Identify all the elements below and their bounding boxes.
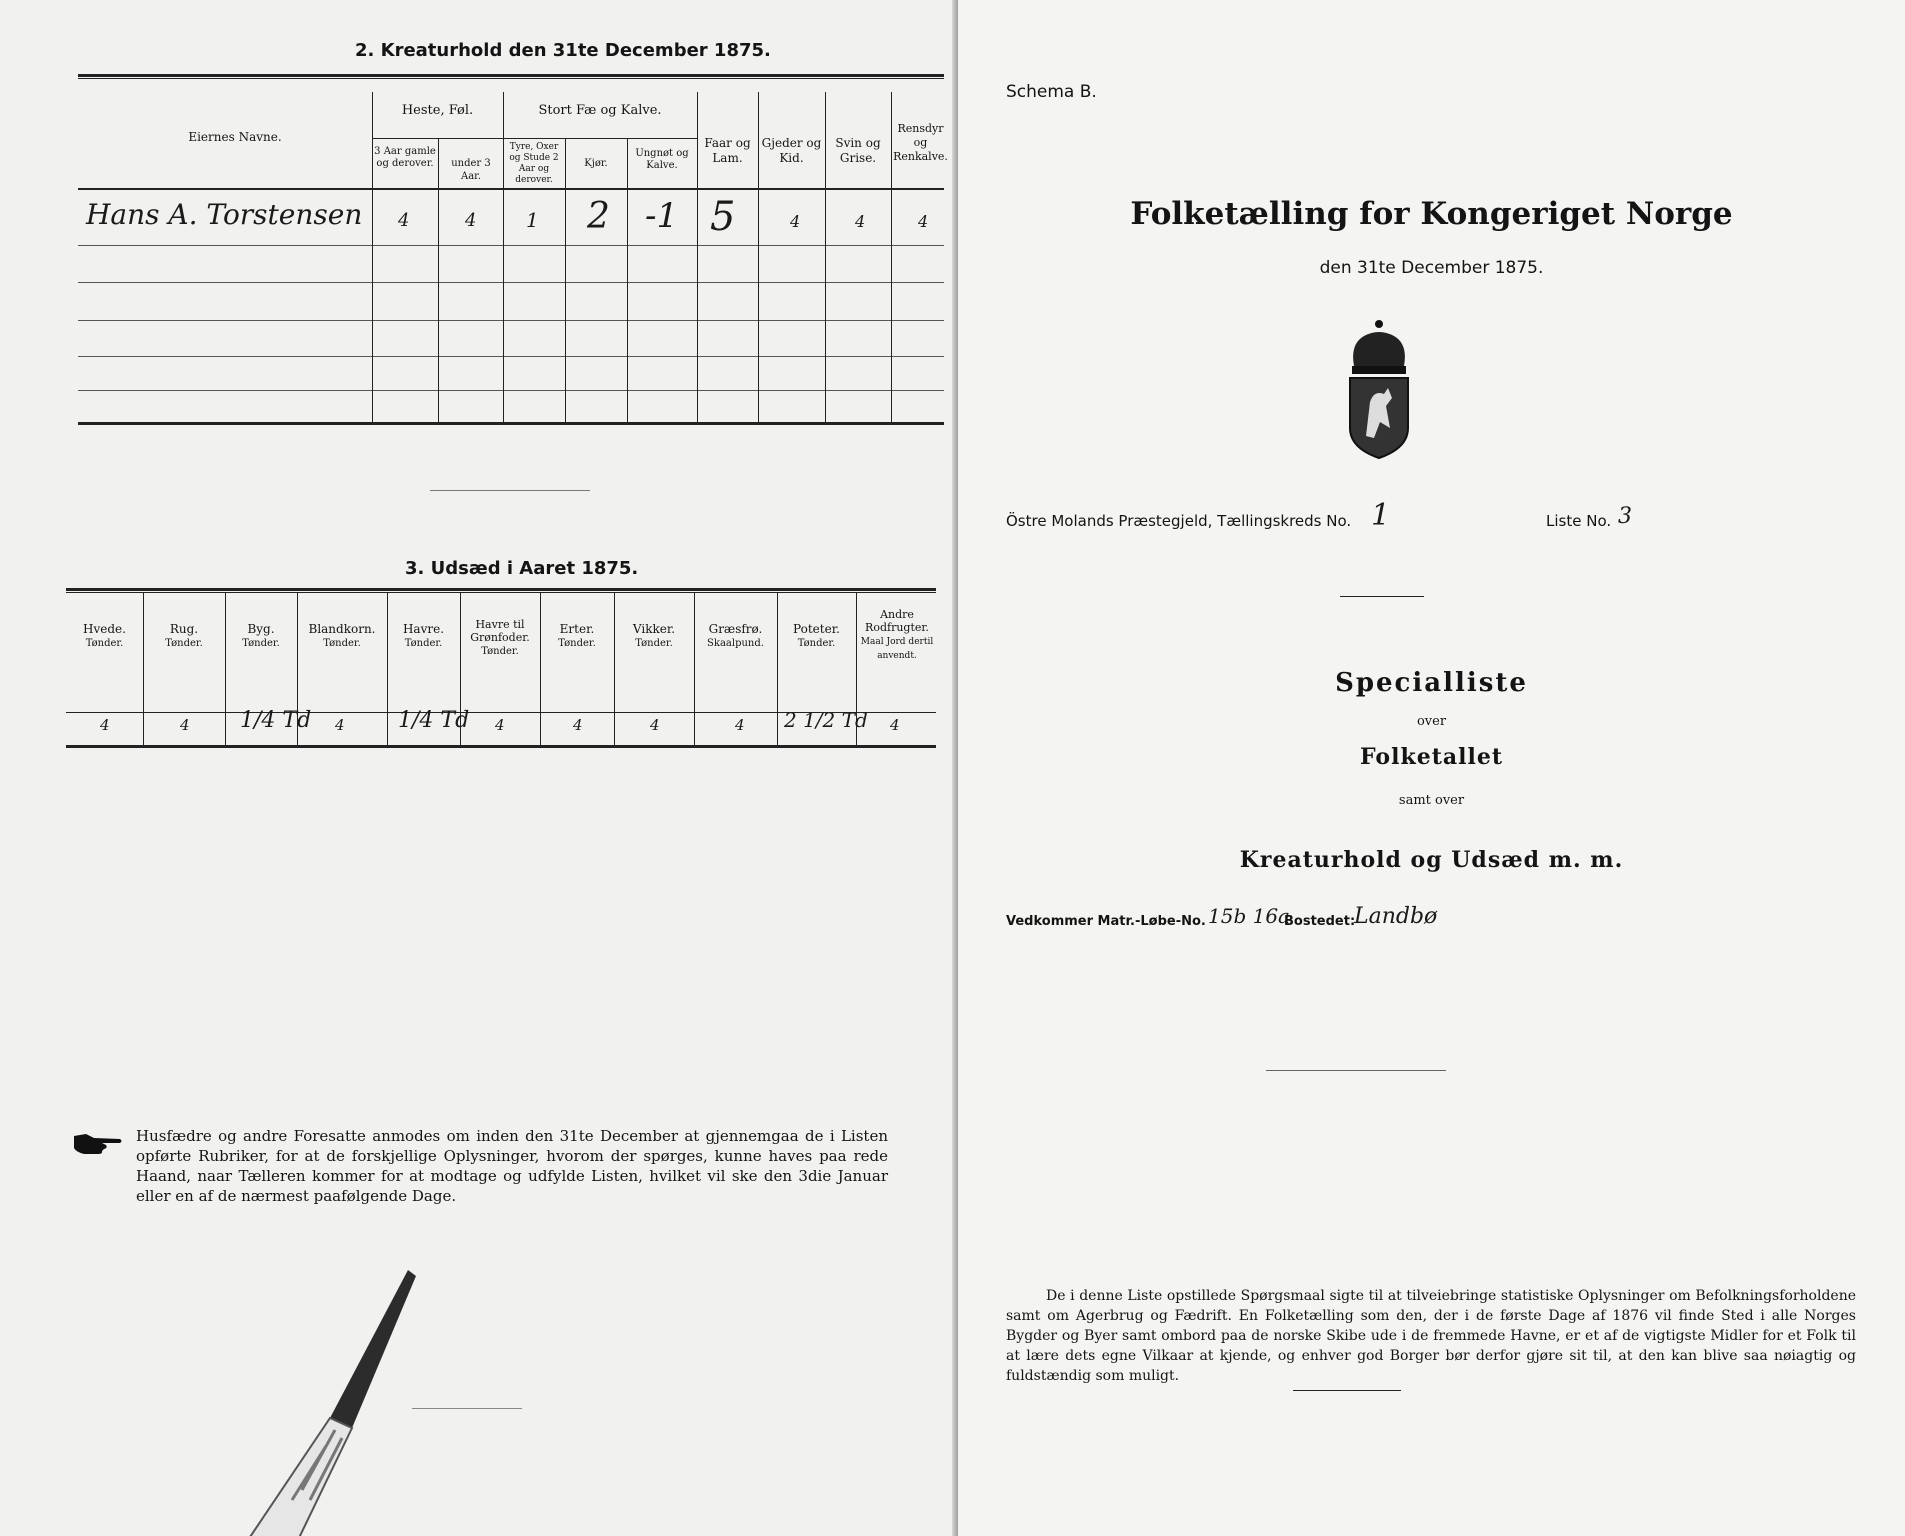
table-rule (614, 592, 615, 745)
table-rule (78, 422, 944, 425)
header-faar: Faar og Lam. (704, 136, 751, 165)
kreaturhold-heading: Kreaturhold og Udsæd m. m. (1239, 847, 1624, 873)
header-tyre: Tyre, Oxer og Stude 2 Aar og derover. (509, 142, 559, 185)
table-cell: 4 (890, 716, 900, 734)
liste-label: Liste No. (1546, 512, 1612, 530)
specialliste-heading: Specialliste (1335, 668, 1528, 698)
table-rule (66, 588, 936, 591)
table-rule (225, 592, 226, 745)
section2-title: 2. Kreaturhold den 31te December 1875. (355, 40, 771, 61)
table-cell: 4 (918, 212, 929, 231)
header-rensdyr: Rensdyr og Renkalve. (893, 122, 948, 163)
table-rule (540, 592, 541, 745)
header-gjeder: Gjeder og Kid. (761, 136, 822, 165)
table-cell: 4 (855, 212, 866, 231)
table-rule (758, 92, 759, 422)
table-rule (697, 92, 698, 422)
table-rule (78, 78, 944, 79)
district-label: Östre Molands Præstegjeld, Tællingskreds No. (1006, 512, 1352, 530)
owner-name: Hans A. Torstensen (86, 198, 363, 231)
table-cell: 4 (335, 716, 345, 734)
divider (412, 1408, 522, 1409)
page-date: den 31te December 1875. (1319, 258, 1544, 278)
pointing-hand-icon (72, 1130, 124, 1156)
header-heste: Heste, Føl. (401, 103, 474, 118)
table-rule (78, 320, 944, 321)
bosted-label: Bostedet: (1284, 914, 1356, 929)
header-graesfro: Græsfrø. Skaalpund. (707, 622, 764, 649)
header-vikker: Vikker. Tønder. (632, 622, 676, 649)
table-cell: -1 (645, 196, 679, 236)
table-rule (66, 592, 936, 593)
table-cell: 1/4 Td (398, 708, 470, 733)
table-cell: 5 (710, 194, 736, 240)
table-cell: 2 (587, 196, 610, 237)
footer-text: De i denne Liste opstillede Spørgsmaal sigte til at tilveiebringe statistiske Oplysninger om Befolkningsforholdene samt om Agerbrug og Fædrift. En Folketælling som den, der i de første Dage af 1876 vil finde Sted i alle Norges Bygder og Byer samt ombord paa de norske Skibe ude i de fremmede Havne, er et af de vigtigste Midler for et Folk til at lære dets egne Vilkaar at kjende, og enhver god Borger bør derfor gjøre sit til, at den kan blive saa nøiagtig og fuldstændig som muligt. (1006, 1288, 1856, 1384)
table-cell: 4 (735, 716, 745, 734)
table-rule (825, 92, 826, 422)
table-rule (78, 245, 944, 246)
table-rule (777, 592, 778, 745)
table-rule (78, 282, 944, 283)
table-rule (78, 74, 944, 77)
table-cell: 1 (526, 208, 539, 232)
table-rule (372, 92, 373, 422)
schema-label: Schema B. (1006, 82, 1097, 102)
table-rule (66, 745, 936, 748)
table-cell: 4 (100, 716, 110, 734)
matr-label: Vedkommer Matr.-Løbe-No. (1006, 914, 1206, 929)
table-rule (387, 592, 388, 745)
liste-number: 3 (1618, 504, 1632, 529)
header-andre-rodfrugter: Andre Rodfrugter. Maal Jord dertil anvendt. (860, 608, 934, 661)
table-cell: 1/4 Td (240, 708, 312, 733)
table-rule (372, 138, 697, 139)
table-cell: 4 (180, 716, 190, 734)
table-cell: 2 1/2 Td (784, 708, 868, 732)
divider (1266, 1070, 1446, 1071)
header-byg: Byg. Tønder. (242, 622, 280, 649)
table-cell: 4 (790, 212, 801, 231)
matr-value: 15b 16a (1208, 904, 1290, 928)
header-erter: Erter. Tønder. (558, 622, 596, 649)
section3-title: 3. Udsæd i Aaret 1875. (405, 558, 639, 579)
header-kjor: Kjør. (584, 158, 608, 169)
over-text: over (1416, 714, 1447, 729)
header-ungnot: Ungnøt og Kalve. (635, 148, 689, 171)
divider (430, 490, 590, 491)
header-owner: Eiernes Navne. (188, 130, 282, 144)
folketallet-heading: Folketallet (1360, 744, 1503, 770)
table-cell: 4 (398, 210, 410, 231)
table-rule (143, 592, 144, 745)
table-cell: 4 (650, 716, 660, 734)
pen-icon (240, 1250, 440, 1536)
table-rule (565, 138, 566, 422)
table-rule (627, 138, 628, 422)
header-heste-under3: under 3 Aar. (451, 158, 491, 182)
header-blandkorn: Blandkorn. Tønder. (308, 622, 376, 649)
district-number: 1 (1371, 498, 1391, 533)
header-storfe: Stort Fæ og Kalve. (538, 103, 662, 118)
table-rule (78, 390, 944, 391)
table-rule (694, 592, 695, 745)
table-cell: 4 (495, 716, 505, 734)
table-rule (438, 138, 439, 422)
header-havre-gronfoder: Havre til Grønfoder. Tønder. (470, 618, 530, 657)
table-cell: 4 (465, 210, 477, 231)
header-havre: Havre. Tønder. (402, 622, 445, 649)
divider (1340, 596, 1424, 597)
table-rule (503, 92, 504, 422)
table-rule (78, 356, 944, 357)
table-cell: 4 (573, 716, 583, 734)
header-rug: Rug. Tønder. (165, 622, 203, 649)
bosted-value: Landbø (1354, 904, 1438, 929)
header-hvede: Hvede. Tønder. (83, 622, 126, 649)
notice-text: Husfædre og andre Foresatte anmodes om inden den 31te December at gjennemgaa de i Listen opførte Rubriker, for at de forskjellige Oplysninger, hvorom der spørges, kunne haves paa rede Haand, naar Tælleren kommer for at modtage og udfylde Listen, hvilket vil ske den 3die Januar eller en af de nærmest paafølgende Dage. (136, 1127, 888, 1205)
samt-over-text: samt over (1398, 793, 1465, 808)
header-svin: Svin og Grise. (835, 136, 881, 165)
header-heste-3aar: 3 Aar gamle og derover. (374, 146, 436, 169)
table-rule (891, 92, 892, 422)
divider (1293, 1390, 1401, 1391)
page-title: Folketælling for Kongeriget Norge (1130, 196, 1733, 232)
header-poteter: Poteter. Tønder. (793, 622, 840, 649)
right-page (958, 0, 1905, 1536)
table-rule (78, 188, 944, 190)
norway-lion-coat-of-arms-icon (1344, 318, 1414, 460)
